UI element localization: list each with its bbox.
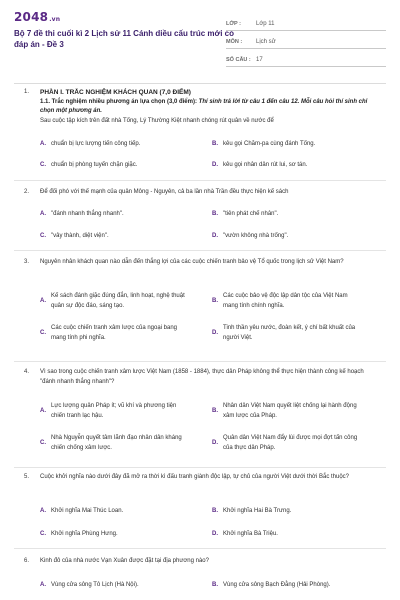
option-text: Các cuộc chiến tranh xâm lược của ngoại bang mang tính phi nghĩa.	[51, 325, 178, 341]
meta-value-subject: Lịch sử	[256, 39, 276, 45]
header-divider	[14, 83, 386, 84]
option-text: Khởi nghĩa Mai Thúc Loan.	[51, 508, 124, 514]
option-letter: D.	[212, 531, 218, 537]
question-body	[40, 88, 380, 126]
option-letter: C.	[40, 233, 46, 239]
option-text: Quân dân Việt Nam đẩy lùi được mọi đợt tấn công của thực dân Pháp.	[223, 435, 358, 451]
option-letter: C.	[40, 330, 46, 336]
option-letter: A.	[40, 298, 46, 304]
option-letter: C.	[40, 440, 46, 446]
option-letter: B.	[212, 141, 218, 147]
question-text: Để đối phó với thế mạnh của quân Mông - Nguyên, cả ba lần nhà Trần đều thực hiện kế sách	[40, 189, 289, 195]
question-text: Sau cuộc tập kích trên đất nhà Tống, Lý Thường Kiệt nhanh chóng rút quân về nước để	[40, 117, 274, 124]
subtitle-bold: 1.1. Trắc nghiệm nhiều phương án lựa chọn (3,0 điểm):	[40, 98, 197, 105]
option-letter: C.	[40, 162, 46, 168]
question-number: 4.	[24, 369, 30, 375]
option-text: chuẩn bị phòng tuyến chặn giặc.	[51, 162, 138, 168]
option-text: Vùng cửa sông Tô Lịch (Hà Nội).	[51, 582, 139, 588]
option-text: kêu gọi nhân dân rút lui, sơ tán.	[223, 162, 308, 168]
option-text: Các cuộc bảo vệ độc lập dân tộc của Việt Nam mang tính chính nghĩa.	[223, 293, 348, 309]
question-number: 2.	[24, 189, 30, 195]
option-letter: A.	[40, 508, 46, 514]
option-letter: A.	[40, 408, 46, 414]
option-text: Khởi nghĩa Bà Triệu.	[223, 531, 278, 537]
meta-key: SỐ CÂU :	[226, 57, 251, 63]
option-text: Khởi nghĩa Phùng Hưng.	[51, 531, 118, 537]
option-text: "tiên phát chế nhân".	[223, 211, 279, 217]
site-logo[interactable]	[14, 10, 60, 24]
document-header	[0, 0, 400, 80]
option-letter: B.	[212, 298, 218, 304]
option-text: Vùng cửa sông Bạch Đằng (Hải Phòng).	[223, 582, 331, 588]
option-letter: B.	[212, 508, 218, 514]
meta-value-question-count: 17	[256, 57, 263, 63]
question-separator	[14, 361, 386, 362]
option-letter: A.	[40, 141, 46, 147]
option-letter: D.	[212, 440, 218, 446]
question-number: 1.	[24, 89, 30, 95]
option-letter: A.	[40, 211, 46, 217]
question-text: Cuộc khởi nghĩa nào dưới đây đã mở ra thời kì đấu tranh giành độc lập, tự chủ của người Việt dưới thời Bắc thuộc?	[40, 474, 349, 480]
logo-main-text: 2048	[14, 10, 49, 24]
question-separator	[14, 250, 386, 251]
section-title: PHẦN I. TRẮC NGHIỆM KHÁCH QUAN (7,0 ĐIỂM)	[40, 89, 191, 96]
option-text: chuẩn bị lực lượng tiến công tiếp.	[51, 141, 141, 147]
option-text: kêu gọi Chăm-pa cùng đánh Tống.	[223, 141, 316, 147]
option-text: Kế sách đánh giặc đúng đắn, linh hoạt, nghệ thuật quân sự độc đáo, sáng tạo.	[51, 293, 185, 309]
meta-key: MÔN :	[226, 39, 243, 45]
option-letter: D.	[212, 233, 218, 239]
question-text: Vì sao trong cuộc chiến tranh xâm lược Việt Nam (1858 - 1884), thực dân Pháp không thể thực hiện thành công kế hoạch "đánh nhanh thắng nhanh"?	[40, 369, 364, 385]
option-letter: B.	[212, 582, 218, 588]
question-number: 3.	[24, 259, 30, 265]
option-text: Nhân dân Việt Nam quyết liệt chống lại hành động xâm lược của Pháp.	[223, 403, 357, 419]
question-text: Kinh đô của nhà nước Vạn Xuân được đặt tại địa phương nào?	[40, 558, 209, 564]
option-text: Tinh thần yêu nước, đoàn kết, ý chí bất khuất của người Việt.	[223, 325, 356, 341]
option-letter: A.	[40, 582, 46, 588]
document-meta	[226, 15, 386, 69]
option-letter: D.	[212, 330, 218, 336]
option-letter: C.	[40, 531, 46, 537]
option-text: Nhà Nguyễn quyết tâm lãnh đạo nhân dân kháng chiến chống xâm lược.	[51, 435, 182, 451]
option-letter: B.	[212, 408, 218, 414]
question-separator	[14, 180, 386, 181]
subtitle-instruction: Thí sinh trả lời từ câu 1 đến câu 12. Mỗi câu hỏi thí sinh chỉ chọn một phương án.	[40, 98, 368, 114]
option-letter: B.	[212, 211, 218, 217]
option-letter: D.	[212, 162, 218, 168]
meta-value-class: Lớp 11	[256, 21, 275, 27]
option-text: "vườn không nhà trống".	[223, 233, 289, 239]
meta-row-subject	[226, 33, 386, 49]
option-text: Khởi nghĩa Hai Bà Trưng.	[223, 508, 292, 514]
option-text: Lực lượng quân Pháp ít; vũ khí và phương tiện chiến tranh lạc hậu.	[51, 403, 177, 419]
document-title: Bộ 7 đề thi cuối kì 2 Lịch sử 11 Cánh diều cấu trúc mới có đáp án - Đề 3	[14, 29, 234, 49]
question-text: Nguyên nhân khách quan nào dẫn đến thắng lợi của các cuộc chiến tranh bảo vệ Tổ quốc trong lịch sử Việt Nam?	[40, 259, 344, 265]
logo-domain-text: .vn	[49, 16, 61, 23]
question-number: 5.	[24, 474, 30, 480]
meta-key: LỚP :	[226, 21, 241, 27]
meta-row-class	[226, 15, 386, 31]
meta-row-question-count	[226, 51, 386, 67]
section-subtitle	[40, 98, 380, 117]
question-separator	[14, 548, 386, 549]
question-number: 6.	[24, 558, 30, 564]
option-text: "đánh nhanh thắng nhanh".	[51, 211, 124, 217]
question-separator	[14, 467, 386, 468]
option-text: "vây thành, diệt viện".	[51, 233, 109, 239]
